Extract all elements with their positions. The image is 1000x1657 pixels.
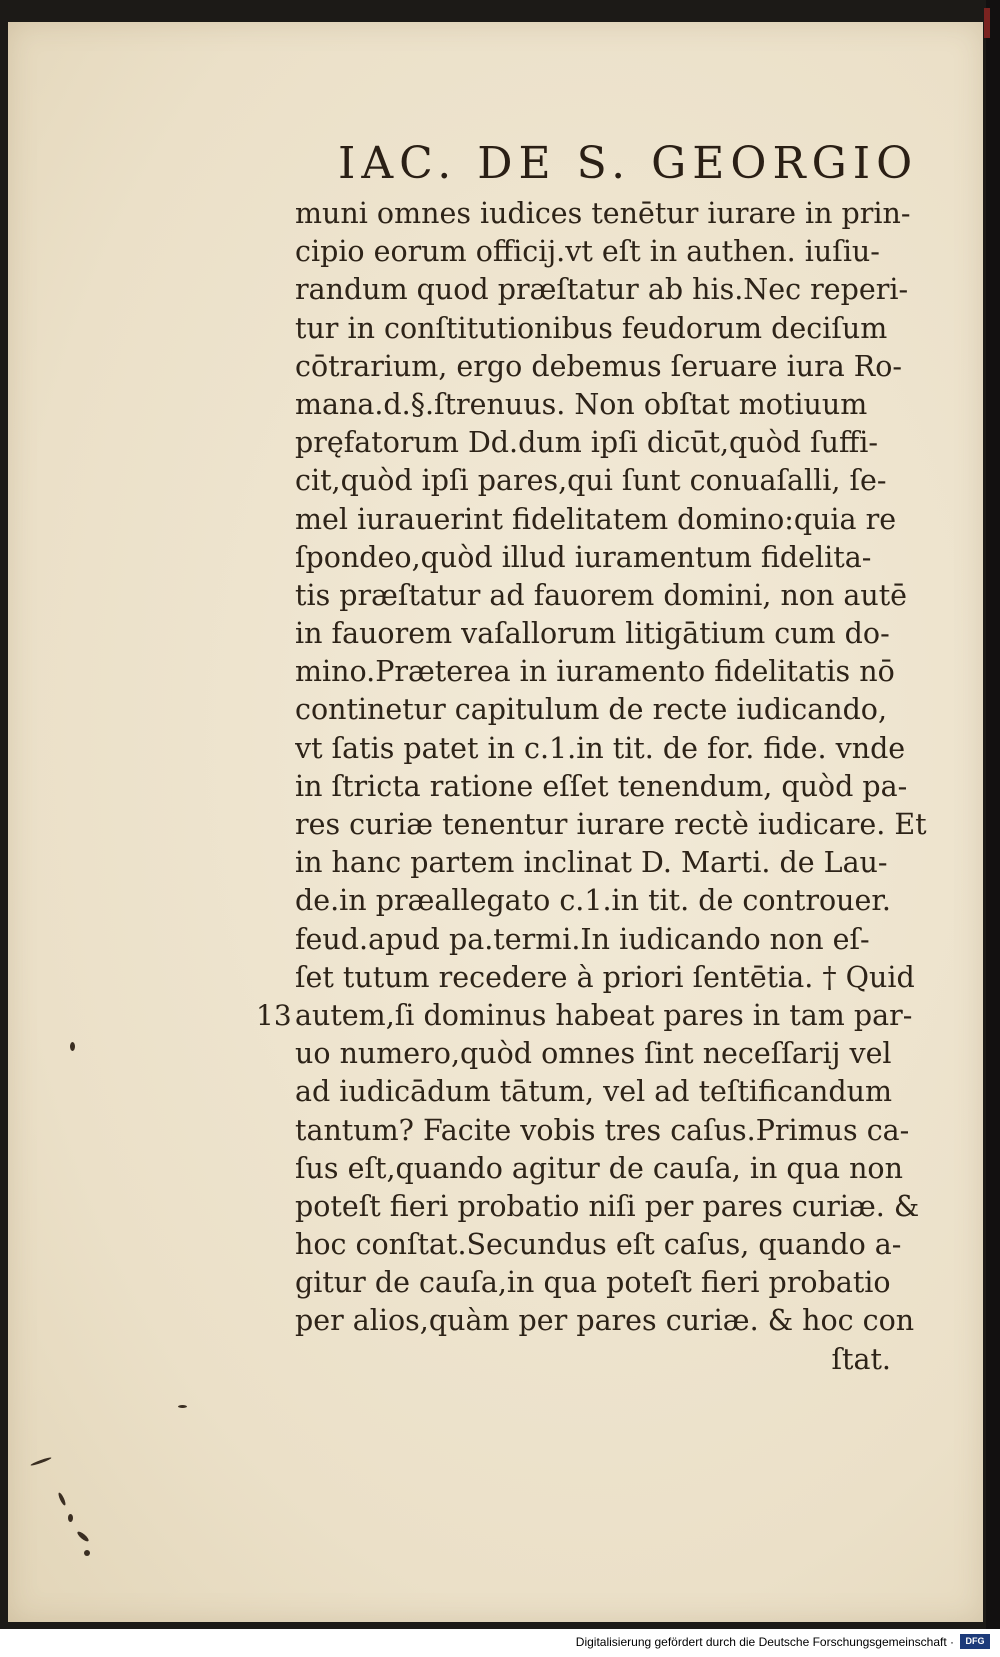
- ink-speck: [178, 1405, 187, 1408]
- text-line: muni omnes iudices tenētur iurare in prin-: [295, 197, 911, 230]
- text-line: in fauorem vaſallorum litigātium cum do-: [295, 617, 890, 651]
- text-line: ſus eſt,quando agitur de cauſa, in qua non: [295, 1151, 903, 1185]
- text-line: tur in conſtitutionibus feudorum deciſum: [295, 311, 888, 345]
- text-line: mel iurauerint fidelitatem domino:quia re: [295, 502, 897, 536]
- text-line: autem,ſi dominus habeat pares in tam par-: [295, 998, 913, 1032]
- text-line: tis præſtatur ad fauorem domini, non autē: [295, 578, 908, 612]
- funding-credit: Digitalisierung gefördert durch die Deutsche Forschungsgemeinschaft ·: [575, 1635, 954, 1649]
- ink-speck: [68, 1514, 73, 1522]
- text-line: cipio eorum officij.vt eſt in authen. iuſiu-: [295, 235, 880, 269]
- catchword: ſtat.: [831, 1342, 891, 1376]
- footer-bar: [0, 1629, 1000, 1657]
- book-page: [8, 22, 983, 1622]
- text-line: gitur de cauſa,in qua poteſt fieri probatio: [295, 1266, 891, 1300]
- text-line: ad iudicādum tātum, vel ad teſtificandum: [295, 1075, 892, 1109]
- scan-edge-mark: [984, 8, 990, 38]
- text-line: continetur capitulum de recte iudicando,: [295, 693, 888, 727]
- ink-speck: [70, 1042, 75, 1051]
- text-line: mana.d.§.ſtrenuus. Non obſtat motiuum: [295, 387, 868, 421]
- text-line: cōtrarium, ergo debemus ſeruare iura Ro-: [295, 349, 902, 383]
- ink-speck: [76, 1530, 90, 1543]
- text-line: poteſt fieri probatio niſi per pares curiæ. &: [295, 1189, 920, 1223]
- marginal-note-number: 13: [256, 999, 292, 1032]
- text-line: pręfatorum Dd.dum ipſi dicūt,quòd ſuffi-: [295, 426, 879, 460]
- page-body: [295, 195, 935, 1379]
- scan-border: [986, 0, 1000, 1657]
- text-line: in ſtricta ratione eſſet tenendum, quòd pa-: [295, 769, 908, 803]
- text-line: res curiæ tenentur iurare rectè iudicare. Et: [295, 808, 927, 841]
- text-line: uo numero,quòd omnes ſint neceſſarij vel: [295, 1037, 892, 1071]
- text-line: mino.Præterea in iuramento fidelitatis nō: [295, 655, 895, 689]
- text-line: tantum? Facite vobis tres caſus.Primus ca-: [295, 1113, 910, 1147]
- text-line: in hanc partem inclinat D. Marti. de Lau-: [295, 846, 888, 880]
- text-line: ſpondeo,quòd illud iuramentum fidelita-: [295, 540, 872, 574]
- running-head: IAC. DE S. GEORGIO: [338, 138, 919, 189]
- ink-speck: [57, 1492, 67, 1506]
- text-line: feud.apud pa.termi.In iudicando non eſ-: [295, 922, 870, 956]
- text-line: hoc conſtat.Secundus eſt caſus, quando a-: [295, 1228, 902, 1262]
- ink-speck: [84, 1550, 90, 1556]
- text-line: de.in præallegato c.1.in tit. de controuer.: [295, 884, 891, 918]
- text-line: randum quod præſtatur ab his.Nec reperi-: [295, 273, 909, 307]
- ink-speck: [30, 1456, 52, 1466]
- text-line: cit,quòd ipſi pares,qui ſunt conuaſalli, ſe-: [295, 464, 887, 498]
- text-line: per alios,quàm per pares curiæ. & hoc con: [295, 1304, 915, 1338]
- text-line: vt ſatis patet in c.1.in tit. de for. fide. vnde: [295, 731, 906, 765]
- dfg-logo: DFG: [960, 1634, 990, 1649]
- text-line: ſet tutum recedere à priori ſentētia. † Quid: [295, 960, 915, 994]
